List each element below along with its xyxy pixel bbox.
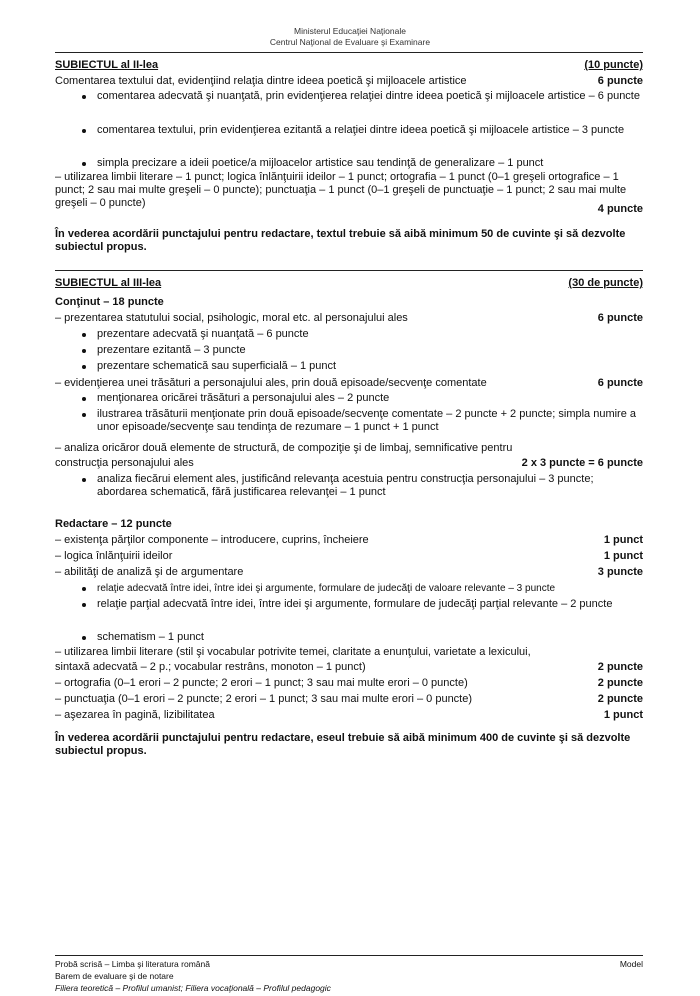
s3-note: În vederea acordării punctajului pentru redactare, eseul trebuie să aibă minimum 400 de cuvinte şi să dezvolte subiectul propus. [55,732,631,757]
redactare-item-4-line-1: – utilizarea limbii literare (stil şi vocabular potrivite temei, claritate a enunţului, varietate a lexicului, [55,646,531,658]
content-title: Conţinut – 18 puncte [55,296,164,308]
content-item-2: – evidenţierea unei trăsături a personajului ales, prin două episoade/secvenţe comentate [55,377,487,389]
s2-bullet-2: comentarea textului, prin evidenţierea ezitantă a relaţiei dintre ideea poetică şi mijloacele artistice – 3 puncte [97,124,625,136]
redactare-item-3: – abilităţi de analiză şi de argumentare [55,566,244,578]
bullet-icon [82,95,86,99]
s2-language-criteria: – utilizarea limbii literare – 1 punct; logica înlănţuirii ideilor – 1 punct; ortografia – 1 punct (0–1 greşeli ortografice – 1 punct; 2 sau mai multe greşeli – 0 puncte); punctuaţia – 1 punct (0–1 greşeli de punctuaţie – 1 punct; 2 sau mai multe greşeli – 0 puncte) [55,171,627,209]
content-item-1-points: 6 puncte [597,312,643,324]
r3-bullet-2: relaţie parţial adecvată între idei, între idei şi argumente, formulare de judecăţi parţial relevante – 2 puncte [97,598,613,610]
section-2-title: SUBIECTUL al II-lea [55,59,159,71]
section-2-intro: Comentarea textului dat, evidenţiind relaţia dintre ideea poetică şi mijloacele artistice [55,75,467,87]
r3-bullet-1: relaţie adecvată între idei, între idei şi argumente, formulare de judecăţi de valoare relevante – 3 puncte [97,583,556,594]
bullet-icon [82,603,86,607]
footer-barem: Barem de evaluare şi de notare [55,971,174,981]
redactare-item-6: – punctuaţia (0–1 erori – 2 puncte; 2 erori – 1 punct; 3 sau mai multe erori – 0 puncte) [55,693,473,705]
s2-note: În vederea acordării punctajului pentru redactare, textul trebuie să aibă minimum 50 de cuvinte şi să dezvolte subiectul propus. [55,228,626,253]
bullet-icon [82,397,86,401]
redactare-item-7-points: 1 punct [603,709,643,721]
c1-bullet-2: prezentare ezitantă – 3 puncte [97,344,246,356]
redactare-title: Redactare – 12 puncte [55,518,172,530]
footer-exam: Probă scrisă – Limba şi literatura română [55,959,210,969]
content-item-1: – prezentarea statutului social, psihologic, moral etc. al personajului ales [55,312,408,324]
c3-bullet-1: analiza fiecărui element ales, justificând relevanţa acestuia pentru construcţia personajului – 3 puncte; abordarea schematică, fără justificarea relevanţei – 1 punct [97,473,594,498]
c2-bullet-1: menţionarea oricărei trăsături a personajului ales – 2 puncte [97,392,390,404]
ministry-name: Ministerul Educaţiei Naţionale [294,26,406,36]
bullet-icon [82,413,86,417]
c1-bullet-1: prezentare adecvată şi nuanţată – 6 puncte [97,328,309,340]
redactare-item-5: – ortografia (0–1 erori – 2 puncte; 2 erori – 1 punct; 3 sau mai multe erori – 0 puncte) [55,677,468,689]
bullet-icon [82,333,86,337]
bullet-icon [82,162,86,166]
header-divider [55,52,643,53]
c2-bullet-2: ilustrarea trăsăturii menţionate prin două episoade/secvenţe comentate – 2 puncte + 2 puncte; simpla numire a unor episoade/secvenţe sau tendinţa de rezumare – 1 punct + 1 punct [97,408,637,433]
bullet-icon [82,365,86,369]
redactare-item-4-points: 2 puncte [597,661,643,673]
s2-language-points: 4 puncte [597,203,643,215]
bullet-icon [82,587,86,591]
s2-bullet-1: comentarea adecvată şi nuanţată, prin evidenţierea relaţiei dintre ideea poetică şi mijloacele artistice – 6 puncte [97,90,640,102]
footer-filiera: Filiera teoretică – Profilul umanist; Filiera vocaţională – Profilul pedagogic [55,983,331,993]
footer-model: Model [619,959,643,969]
section-3-title: SUBIECTUL al III-lea [55,277,162,289]
footer-divider [55,955,643,956]
content-item-3-line-1: – analiza oricăror două elemente de structură, de compoziţie şi de limbaj, semnificative pentru [55,442,513,454]
s2-bullet-3: simpla precizare a ideii poetice/a mijloacelor artistice sau tendinţă de generalizare – 1 punct [97,157,544,169]
redactare-item-1-points: 1 punct [603,534,643,546]
content-item-3-points: 2 x 3 puncte = 6 puncte [521,457,643,469]
bullet-icon [82,636,86,640]
redactare-item-5-points: 2 puncte [597,677,643,689]
redactare-item-7: – aşezarea în pagină, lizibilitatea [55,709,215,721]
r3-bullet-3: schematism – 1 punct [97,631,204,643]
redactare-item-2: – logica înlănţuirii ideilor [55,550,173,562]
bullet-icon [82,478,86,482]
content-item-2-points: 6 puncte [597,377,643,389]
bullet-icon [82,349,86,353]
redactare-item-1: – existenţa părţilor componente – introducere, cuprins, încheiere [55,534,369,546]
section-2-points: (10 puncte) [584,59,643,71]
section-3-points: (30 de puncte) [568,277,643,289]
content-item-3-line-2: construcţia personajului ales [55,457,194,469]
redactare-item-2-points: 1 punct [603,550,643,562]
bullet-icon [82,129,86,133]
c1-bullet-3: prezentare schematică sau superficială – 1 punct [97,360,337,372]
redactare-item-4-line-2: sintaxă adecvată – 2 p.; vocabular restrâns, monoton – 1 punct) [55,661,366,673]
center-name: Centrul Naţional de Evaluare şi Examinare [269,37,431,47]
redactare-item-6-points: 2 puncte [597,693,643,705]
section-2-intro-points: 6 puncte [597,75,643,87]
section-divider [55,270,643,271]
redactare-item-3-points: 3 puncte [597,566,643,578]
